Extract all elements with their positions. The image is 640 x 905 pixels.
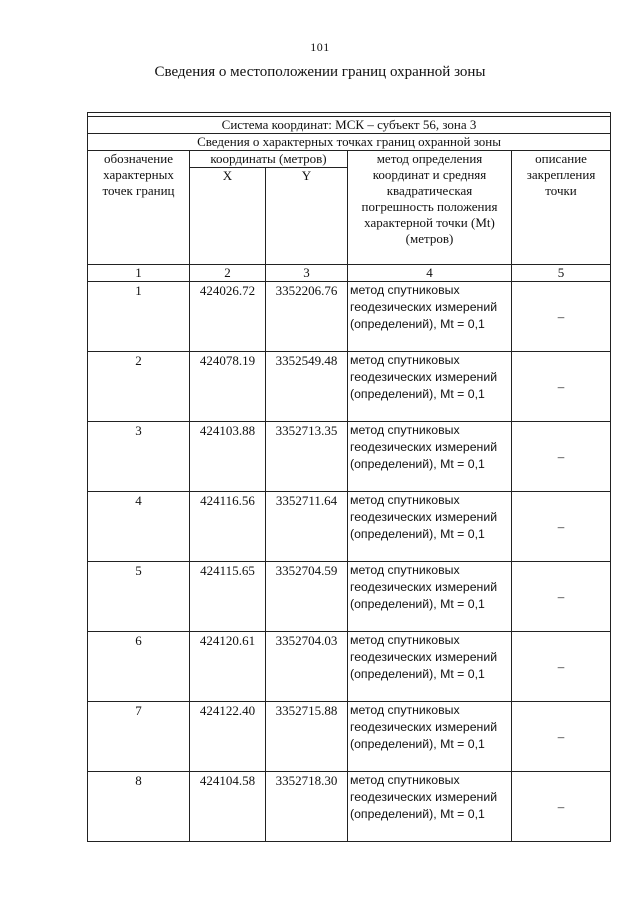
column-numbers-row: [88, 265, 611, 282]
description-cell: –: [512, 632, 611, 702]
y-coordinate-cell: 3352549.48: [266, 352, 348, 422]
y-coordinate-cell: 3352715.88: [266, 702, 348, 772]
y-coordinate-cell: 3352718.30: [266, 772, 348, 842]
page-number: 101: [310, 40, 330, 54]
x-coordinate-cell: 424116.56: [190, 492, 266, 562]
description-cell: –: [512, 422, 611, 492]
col-designation-header: обозначение характерных точек границ: [88, 151, 190, 265]
col-method-header: метод определения координат и средняя квадратическая погрешность положения характерной точки (Mt) (метров): [348, 151, 512, 265]
method-cell: метод спутниковых геодезических измерений (определений), Mt = 0,1: [348, 702, 512, 772]
method-cell: метод спутниковых геодезических измерений (определений), Mt = 0,1: [348, 562, 512, 632]
page-title: Сведения о местоположении границ охранной зоны: [154, 64, 486, 80]
column-number: 5: [512, 265, 611, 282]
method-cell: метод спутниковых геодезических измерений (определений), Mt = 0,1: [348, 772, 512, 842]
x-coordinate-cell: 424103.88: [190, 422, 266, 492]
method-cell: метод спутниковых геодезических измерений (определений), Mt = 0,1: [348, 632, 512, 702]
coord-system-header: Система координат: МСК – субъект 56, зона 3: [88, 117, 611, 134]
x-coordinate-cell: 424120.61: [190, 632, 266, 702]
column-number: 2: [190, 265, 266, 282]
x-coordinate-cell: 424104.58: [190, 772, 266, 842]
y-coordinate-cell: 3352704.03: [266, 632, 348, 702]
description-cell: –: [512, 702, 611, 772]
table-row: [88, 282, 611, 352]
point-number-cell: 3: [88, 422, 190, 492]
method-cell: метод спутниковых геодезических измерений (определений), Mt = 0,1: [348, 282, 512, 352]
method-cell: метод спутниковых геодезических измерений (определений), Mt = 0,1: [348, 352, 512, 422]
y-coordinate-cell: 3352206.76: [266, 282, 348, 352]
col-y-header: Y: [266, 168, 348, 265]
description-cell: –: [512, 772, 611, 842]
column-number: 1: [88, 265, 190, 282]
description-cell: –: [512, 492, 611, 562]
boundary-points-table: [87, 112, 611, 842]
point-number-cell: 7: [88, 702, 190, 772]
table-row: [88, 632, 611, 702]
point-number-cell: 2: [88, 352, 190, 422]
point-number-cell: 6: [88, 632, 190, 702]
col-coords-header: координаты (метров): [190, 151, 348, 168]
table-row: [88, 422, 611, 492]
point-number-cell: 5: [88, 562, 190, 632]
col-description-header: описание закрепления точки: [512, 151, 611, 265]
column-number: 4: [348, 265, 512, 282]
y-coordinate-cell: 3352711.64: [266, 492, 348, 562]
x-coordinate-cell: 424078.19: [190, 352, 266, 422]
point-number-cell: 4: [88, 492, 190, 562]
x-coordinate-cell: 424122.40: [190, 702, 266, 772]
x-coordinate-cell: 424115.65: [190, 562, 266, 632]
table-row: [88, 352, 611, 422]
table-row: [88, 492, 611, 562]
description-cell: –: [512, 352, 611, 422]
x-coordinate-cell: 424026.72: [190, 282, 266, 352]
table-row: [88, 702, 611, 772]
points-section-header: Сведения о характерных точках границ охранной зоны: [88, 134, 611, 151]
method-cell: метод спутниковых геодезических измерений (определений), Mt = 0,1: [348, 492, 512, 562]
method-cell: метод спутниковых геодезических измерений (определений), Mt = 0,1: [348, 422, 512, 492]
col-x-header: X: [190, 168, 266, 265]
description-cell: –: [512, 282, 611, 352]
y-coordinate-cell: 3352713.35: [266, 422, 348, 492]
table-row: [88, 772, 611, 842]
point-number-cell: 1: [88, 282, 190, 352]
description-cell: –: [512, 562, 611, 632]
y-coordinate-cell: 3352704.59: [266, 562, 348, 632]
point-number-cell: 8: [88, 772, 190, 842]
column-number: 3: [266, 265, 348, 282]
table-row: [88, 562, 611, 632]
